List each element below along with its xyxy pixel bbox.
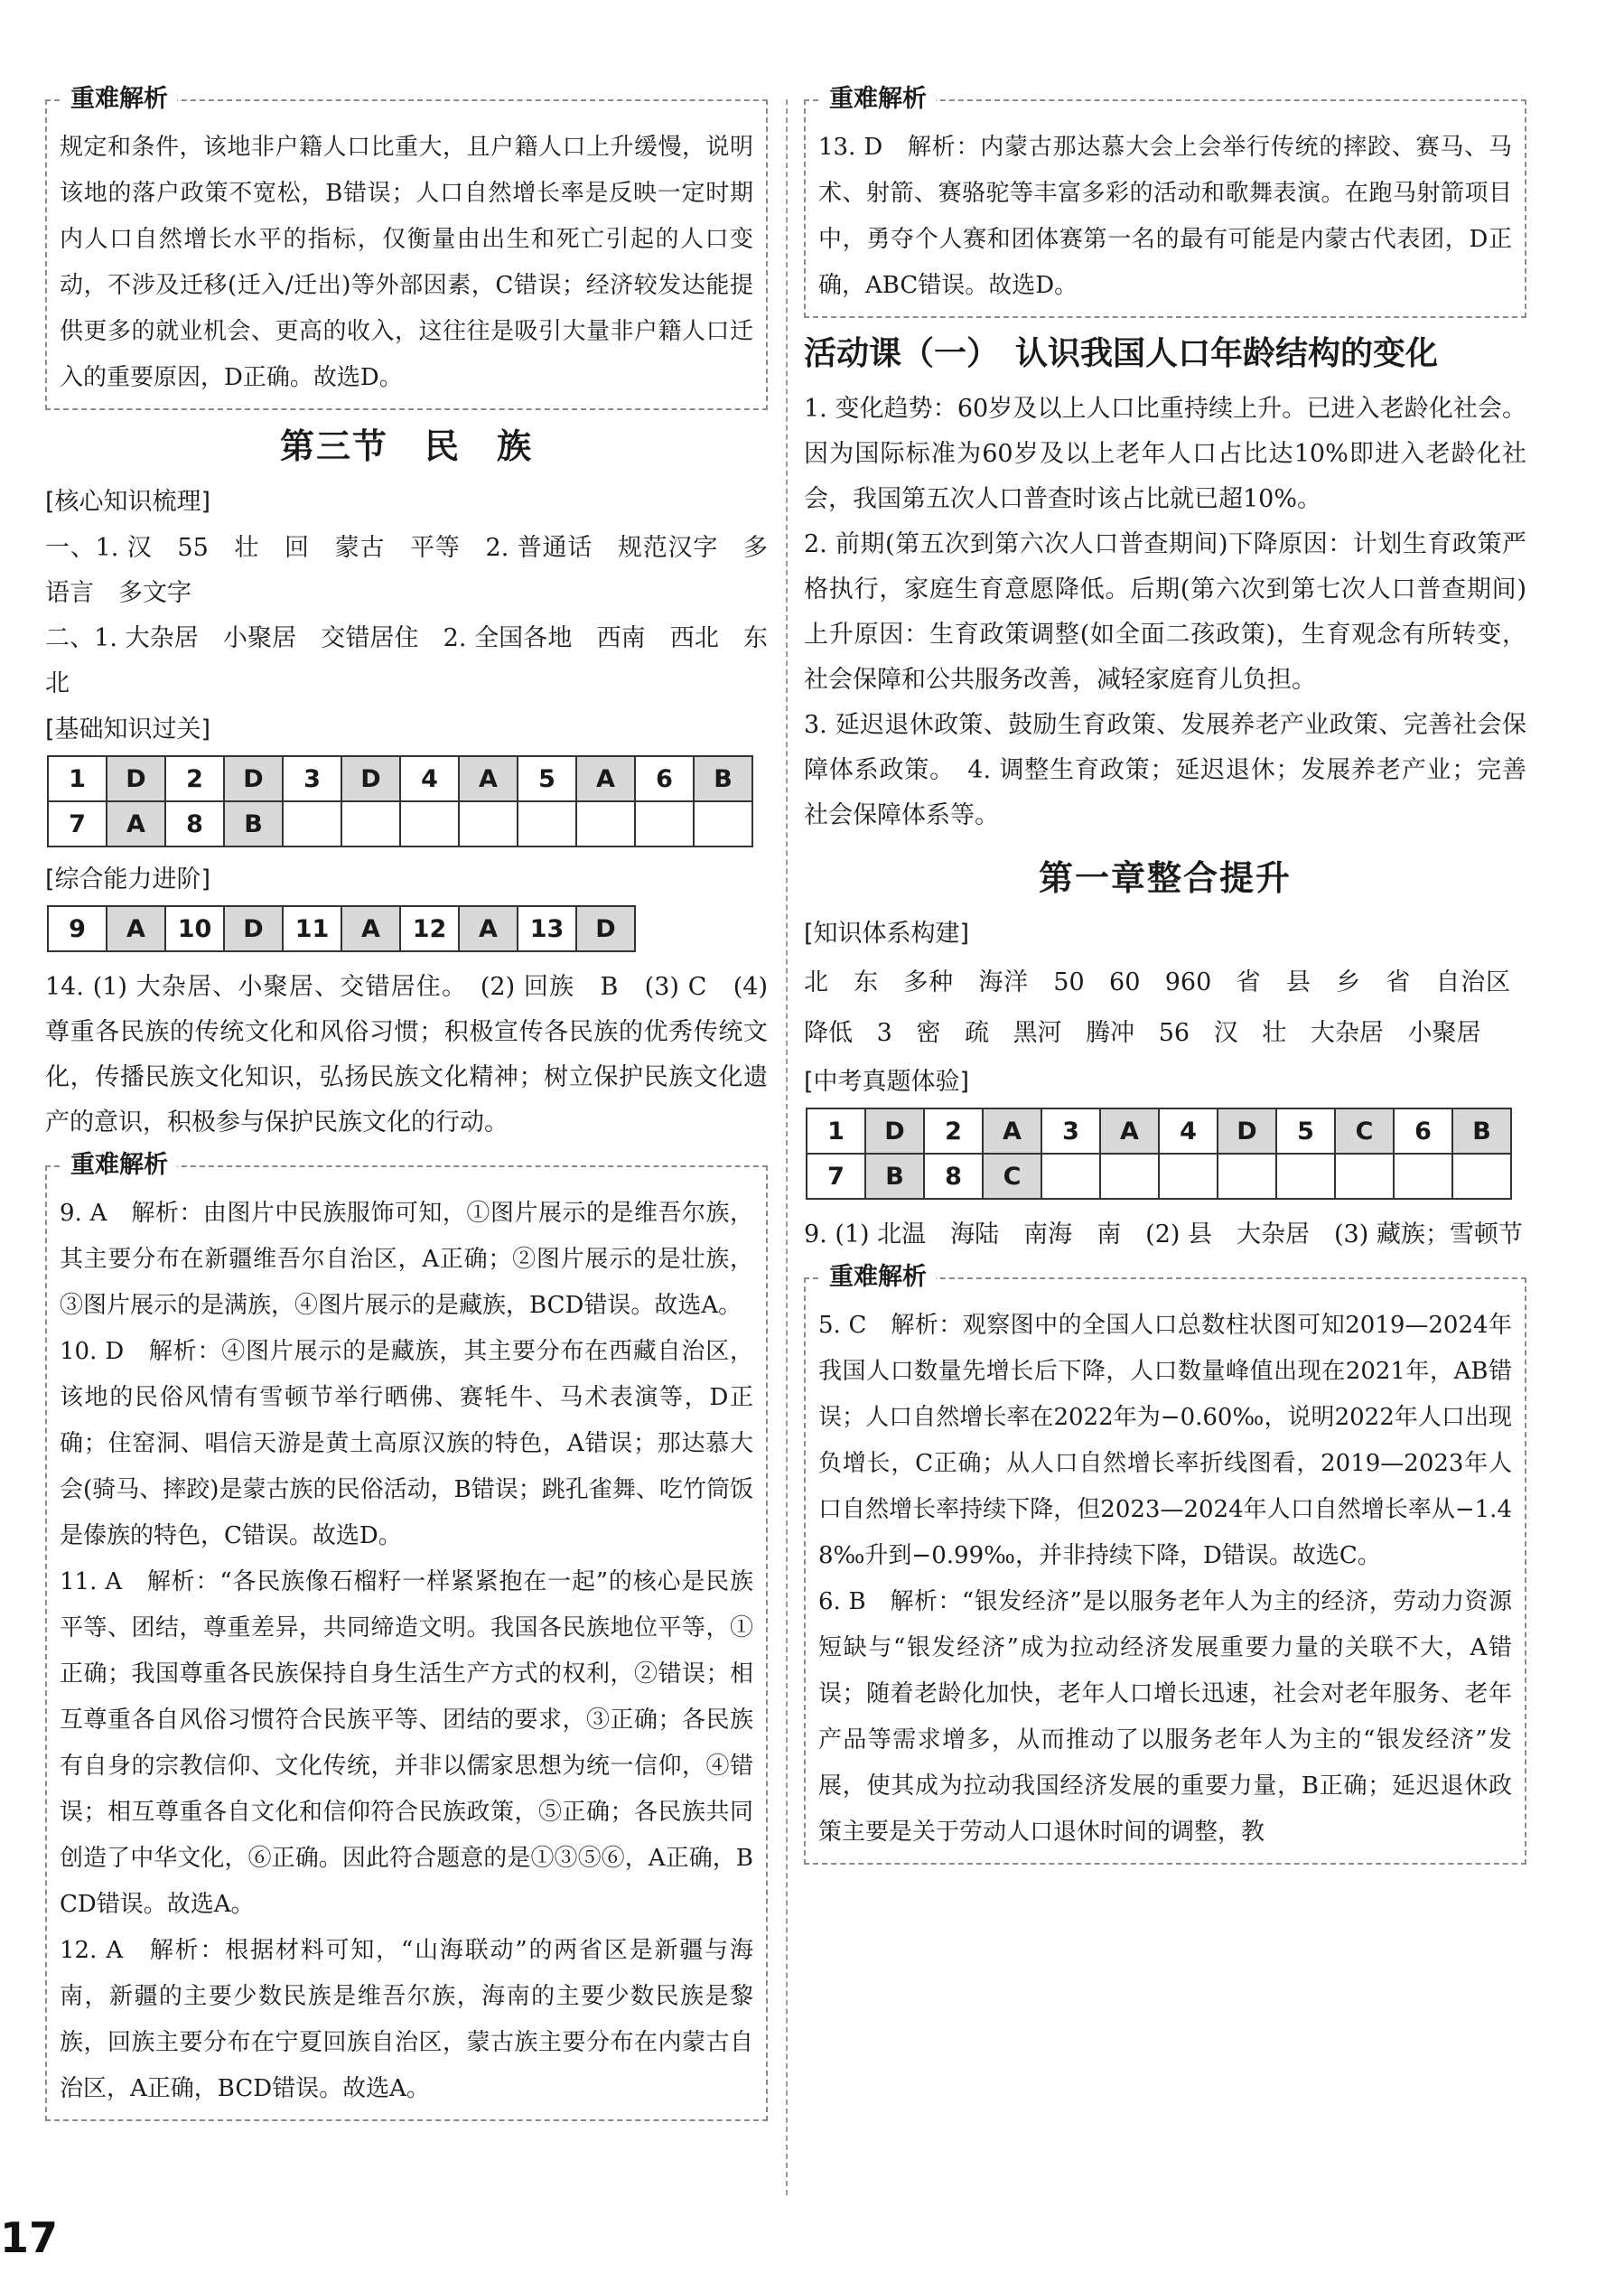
- answer-cell: A: [576, 756, 635, 801]
- question-number-cell: 12: [400, 906, 459, 951]
- question-number-cell: 7: [48, 801, 107, 846]
- knowledge-token: 小聚居: [1407, 1019, 1481, 1047]
- answer-cell: A: [1100, 1108, 1159, 1154]
- knowledge-token: 海洋: [978, 968, 1029, 996]
- answer-row: [48, 756, 752, 801]
- answer-cell: B: [865, 1154, 924, 1199]
- question-number-cell: 8: [924, 1154, 983, 1199]
- question-number-cell: 4: [1159, 1108, 1218, 1154]
- question-number-cell: 11: [283, 906, 341, 951]
- analysis-text: 规定和条件，该地非户籍人口比重大，且户籍人口上升缓慢，说明该地的落户政策不宽松，B错误；人口自然增长率是反映一定时期内人口自然增长水平的指标，仅衡量由出生和死亡引起的人口变动，不涉及迁移(迁入/迁出)等外部因素，C错误；经济较发达能提供更多的就业机会、更高的收入，这往往是吸引大量非户籍人口迁入的重要原因，D正确。故选D。: [60, 134, 753, 391]
- answer-cell: D: [341, 756, 400, 801]
- analysis-item-5: 5. C 解析：观察图中的全国人口总数柱状图可知2019—2024年我国人口数量先增长后下降，人口数量峰值出现在2021年，AB错误；人口自然增长率在2022年为−0.60‰，说明2022年人口出现负增长，C正确；从人口自然增长率折线图看，2019—2023年人口自然增长率持续下降，但2023—2024年人口自然增长率从−1.48‰升到−0.99‰，并非持续下降，D错误。故选C。: [818, 1312, 1512, 1569]
- knowledge-token: 北: [804, 968, 829, 996]
- answer-cell: A: [983, 1108, 1041, 1154]
- answer-row: [807, 1108, 1511, 1154]
- knowledge-token: 省: [1236, 968, 1262, 996]
- answer-cell: C: [983, 1154, 1041, 1199]
- answer-cell: D: [224, 756, 283, 801]
- empty-cell: [635, 801, 694, 846]
- empty-cell: [1218, 1154, 1276, 1199]
- knowledge-token: 东: [854, 968, 879, 996]
- knowledge-token: 腾冲: [1086, 1019, 1135, 1047]
- knowledge-token: 省: [1386, 968, 1411, 996]
- knowledge-token: 疏: [964, 1019, 989, 1047]
- knowledge-token: 乡: [1336, 968, 1361, 996]
- question-number-cell: 7: [807, 1154, 865, 1199]
- knowledge-token: 密: [916, 1019, 941, 1047]
- analysis-item-9: 9. A 解析：由图片中民族服饰可知，①图片展示的是维吾尔族，其主要分布在新疆维吾尔自治区，A正确；②图片展示的是壮族，③图片展示的是满族，④图片展示的是藏族，BCD错误。故选A。: [60, 1200, 753, 1319]
- knowledge-system-answers: [804, 958, 1526, 1059]
- answer-cell: A: [107, 801, 165, 846]
- advance-answer-table: [47, 905, 636, 952]
- analysis-box-title: 重难解析: [61, 1149, 177, 1182]
- core-knowledge-label: [核心知识梳理]: [45, 488, 211, 516]
- question-number-cell: 5: [1276, 1108, 1335, 1154]
- answer-cell: B: [694, 756, 752, 801]
- answer-cell: C: [1335, 1108, 1394, 1154]
- knowledge-token: 汉: [1213, 1019, 1238, 1047]
- analysis-text: 13. D 解析：内蒙古那达慕大会上会举行传统的摔跤、赛马、马术、射箭、赛骆驼等丰富多彩的活动和歌舞表演。在跑马射箭项目中，勇夺个人赛和团体赛第一名的最有可能是内蒙古代表团，D正确，ABC错误。故选D。: [818, 134, 1512, 299]
- empty-cell: [341, 801, 400, 846]
- question-9-answer: 9. (1) 北温 海陆 南海 南 (2) 县 大杂居 (3) 藏族；雪顿节: [804, 1220, 1523, 1249]
- answer-cell: D: [1218, 1108, 1276, 1154]
- answer-cell: A: [459, 756, 518, 801]
- question-number-cell: 2: [165, 756, 224, 801]
- knowledge-token: 多种: [903, 968, 954, 996]
- exam-label: [中考真题体验]: [804, 1068, 970, 1096]
- page-number: 17: [0, 2213, 59, 2262]
- analysis-box-top-left: [45, 85, 768, 410]
- empty-cell: [1335, 1154, 1394, 1199]
- answer-cell: A: [107, 906, 165, 951]
- analysis-box-title: 重难解析: [61, 83, 177, 116]
- answer-cell: A: [459, 906, 518, 951]
- question-number-cell: 5: [518, 756, 576, 801]
- knowledge-token: 壮: [1262, 1019, 1287, 1047]
- analysis-box-bottom-left: [45, 1151, 768, 2121]
- section-title: 第三节 民 族: [279, 426, 533, 466]
- empty-cell: [283, 801, 341, 846]
- analysis-box-bottom-right: [804, 1263, 1526, 1865]
- answer-cell: D: [576, 906, 635, 951]
- empty-cell: [1041, 1154, 1100, 1199]
- question-number-cell: 4: [400, 756, 459, 801]
- empty-cell: [400, 801, 459, 846]
- answer-row: [807, 1154, 1511, 1199]
- empty-cell: [1159, 1154, 1218, 1199]
- knowledge-token: 50: [1053, 968, 1085, 996]
- empty-cell: [518, 801, 576, 846]
- chapter-title: 第一章整合提升: [1038, 858, 1292, 898]
- answer-cell: D: [224, 906, 283, 951]
- empty-cell: [459, 801, 518, 846]
- analysis-box-top-right: [804, 85, 1526, 318]
- knowledge-token: 56: [1158, 1019, 1190, 1047]
- activity-item-3: 3. 延迟退休政策、鼓励生育政策、发展养老产业政策、完善社会保障体系政策。 4. 调整生育政策；延迟退休；发展养老产业；完善社会保障体系等。: [804, 711, 1526, 829]
- knowledge-token: 县: [1285, 968, 1311, 996]
- answer-cell: A: [341, 906, 400, 951]
- activity-item-2: 2. 前期(第五次到第六次人口普查期间)下降原因：计划生育政策严格执行，家庭生育意愿降低。后期(第六次到第七次人口普查期间)上升原因：生育政策调整(如全面二孩政策)，生育观念有所转变，社会保障和公共服务改善，减轻家庭育儿负担。: [804, 530, 1526, 694]
- answer-cell: B: [224, 801, 283, 846]
- analysis-box-title: 重难解析: [820, 83, 936, 116]
- question-number-cell: 1: [48, 756, 107, 801]
- answer-row: [48, 906, 635, 951]
- answer-cell: D: [107, 756, 165, 801]
- basic-answer-table: [47, 755, 753, 847]
- question-number-cell: 1: [807, 1108, 865, 1154]
- right-column: [804, 85, 1526, 1877]
- left-column: [45, 85, 768, 2134]
- empty-cell: [576, 801, 635, 846]
- knowledge-token: 60: [1109, 968, 1141, 996]
- core-knowledge-line-2: 二、1. 大杂居 小聚居 交错居住 2. 全国各地 西南 西北 东北: [45, 624, 768, 697]
- empty-cell: [1452, 1154, 1511, 1199]
- knowledge-token: 降低: [804, 1019, 853, 1047]
- answer-cell: D: [865, 1108, 924, 1154]
- analysis-item-11: 11. A 解析：“各民族像石榴籽一样紧紧抱在一起”的核心是民族平等、团结，尊重差异，共同缔造文明。我国各民族地位平等，①正确；我国尊重各民族保持自身生活生产方式的权利，②错误；相互尊重各自风俗习惯符合民族平等、团结的要求，③正确；各民族有自身的宗教信仰、文化传统，并非以儒家思想为统一信仰，④错误；相互尊重各自文化和信仰符合民族政策，⑤正确；各民族共同创造了中华文化，⑥正确。因此符合题意的是①③⑤⑥，A正确，BCD错误。故选A。: [60, 1568, 753, 1918]
- question-number-cell: 2: [924, 1108, 983, 1154]
- question-14-answer: 14. (1) 大杂居、小聚居、交错居住。 (2) 回族 B (3) C (4) 尊重各民族的传统文化和风俗习惯；积极宣传各民族的优秀传统文化，传播民族文化知识，弘扬民族文化精神；树立保护民族文化遗产的意识，积极参与保护民族文化的行动。: [45, 973, 768, 1136]
- question-number-cell: 9: [48, 906, 107, 951]
- activity-title: 活动课（一） 认识我国人口年龄结构的变化: [804, 335, 1439, 372]
- question-number-cell: 6: [1394, 1108, 1452, 1154]
- advance-label: [综合能力进阶]: [45, 865, 211, 893]
- knowledge-system-label: [知识体系构建]: [804, 920, 970, 948]
- exam-answer-table: [806, 1108, 1512, 1200]
- answer-cell: B: [1452, 1108, 1511, 1154]
- empty-cell: [1394, 1154, 1452, 1199]
- empty-cell: [1100, 1154, 1159, 1199]
- question-number-cell: 3: [283, 756, 341, 801]
- empty-cell: [694, 801, 752, 846]
- knowledge-token: 自治区: [1435, 968, 1510, 996]
- core-knowledge-line-1: 一、1. 汉 55 壮 回 蒙古 平等 2. 普通话 规范汉字 多语言 多文字: [45, 534, 768, 607]
- activity-item-1: 1. 变化趋势：60岁及以上人口比重持续上升。已进入老龄化社会。因为国际标准为60岁及以上老年人口占比达10%即进入老龄化社会，我国第五次人口普查时该占比就已超10%。: [804, 395, 1526, 513]
- analysis-box-title: 重难解析: [820, 1261, 936, 1294]
- analysis-item-6: 6. B 解析：“银发经济”是以服务老年人为主的经济，劳动力资源短缺与“银发经济”成为拉动经济发展重要力量的关联不大，A错误；随着老龄化加快，老年人口增长迅速，社会对老年服务、老年产品等需求增多，从而推动了以服务老年人为主的“银发经济”发展，使其成为拉动我国经济发展的重要力量，B正确；延迟退休政策主要是关于劳动人口退休时间的调整，教: [818, 1588, 1512, 1846]
- answer-row: [48, 801, 752, 846]
- column-divider: [786, 99, 788, 2195]
- knowledge-token: 黑河: [1013, 1019, 1062, 1047]
- analysis-item-12: 12. A 解析：根据材料可知，“山海联动”的两省区是新疆与海南，新疆的主要少数民族是维吾尔族，海南的主要少数民族是黎族，回族主要分布在宁夏回族自治区，蒙古族主要分布在内蒙古自治区，A正确，BCD错误。故选A。: [60, 1937, 753, 2102]
- question-number-cell: 6: [635, 756, 694, 801]
- empty-cell: [1276, 1154, 1335, 1199]
- question-number-cell: 3: [1041, 1108, 1100, 1154]
- question-number-cell: 13: [518, 906, 576, 951]
- question-number-cell: 10: [165, 906, 224, 951]
- knowledge-token: 3: [876, 1019, 892, 1047]
- question-number-cell: 8: [165, 801, 224, 846]
- analysis-item-10: 10. D 解析：④图片展示的是藏族，其主要分布在西藏自治区，该地的民俗风情有雪顿节举行晒佛、赛牦牛、马术表演等，D正确；住窑洞、唱信天游是黄土高原汉族的特色，A错误；那达慕大会(骑马、摔跤)是蒙古族的民俗活动，B错误；跳孔雀舞、吃竹筒饭是傣族的特色，C错误。故选D。: [60, 1338, 753, 1549]
- basic-knowledge-label: [基础知识过关]: [45, 715, 211, 744]
- knowledge-token: 大杂居: [1310, 1019, 1384, 1047]
- knowledge-token: 960: [1164, 968, 1212, 996]
